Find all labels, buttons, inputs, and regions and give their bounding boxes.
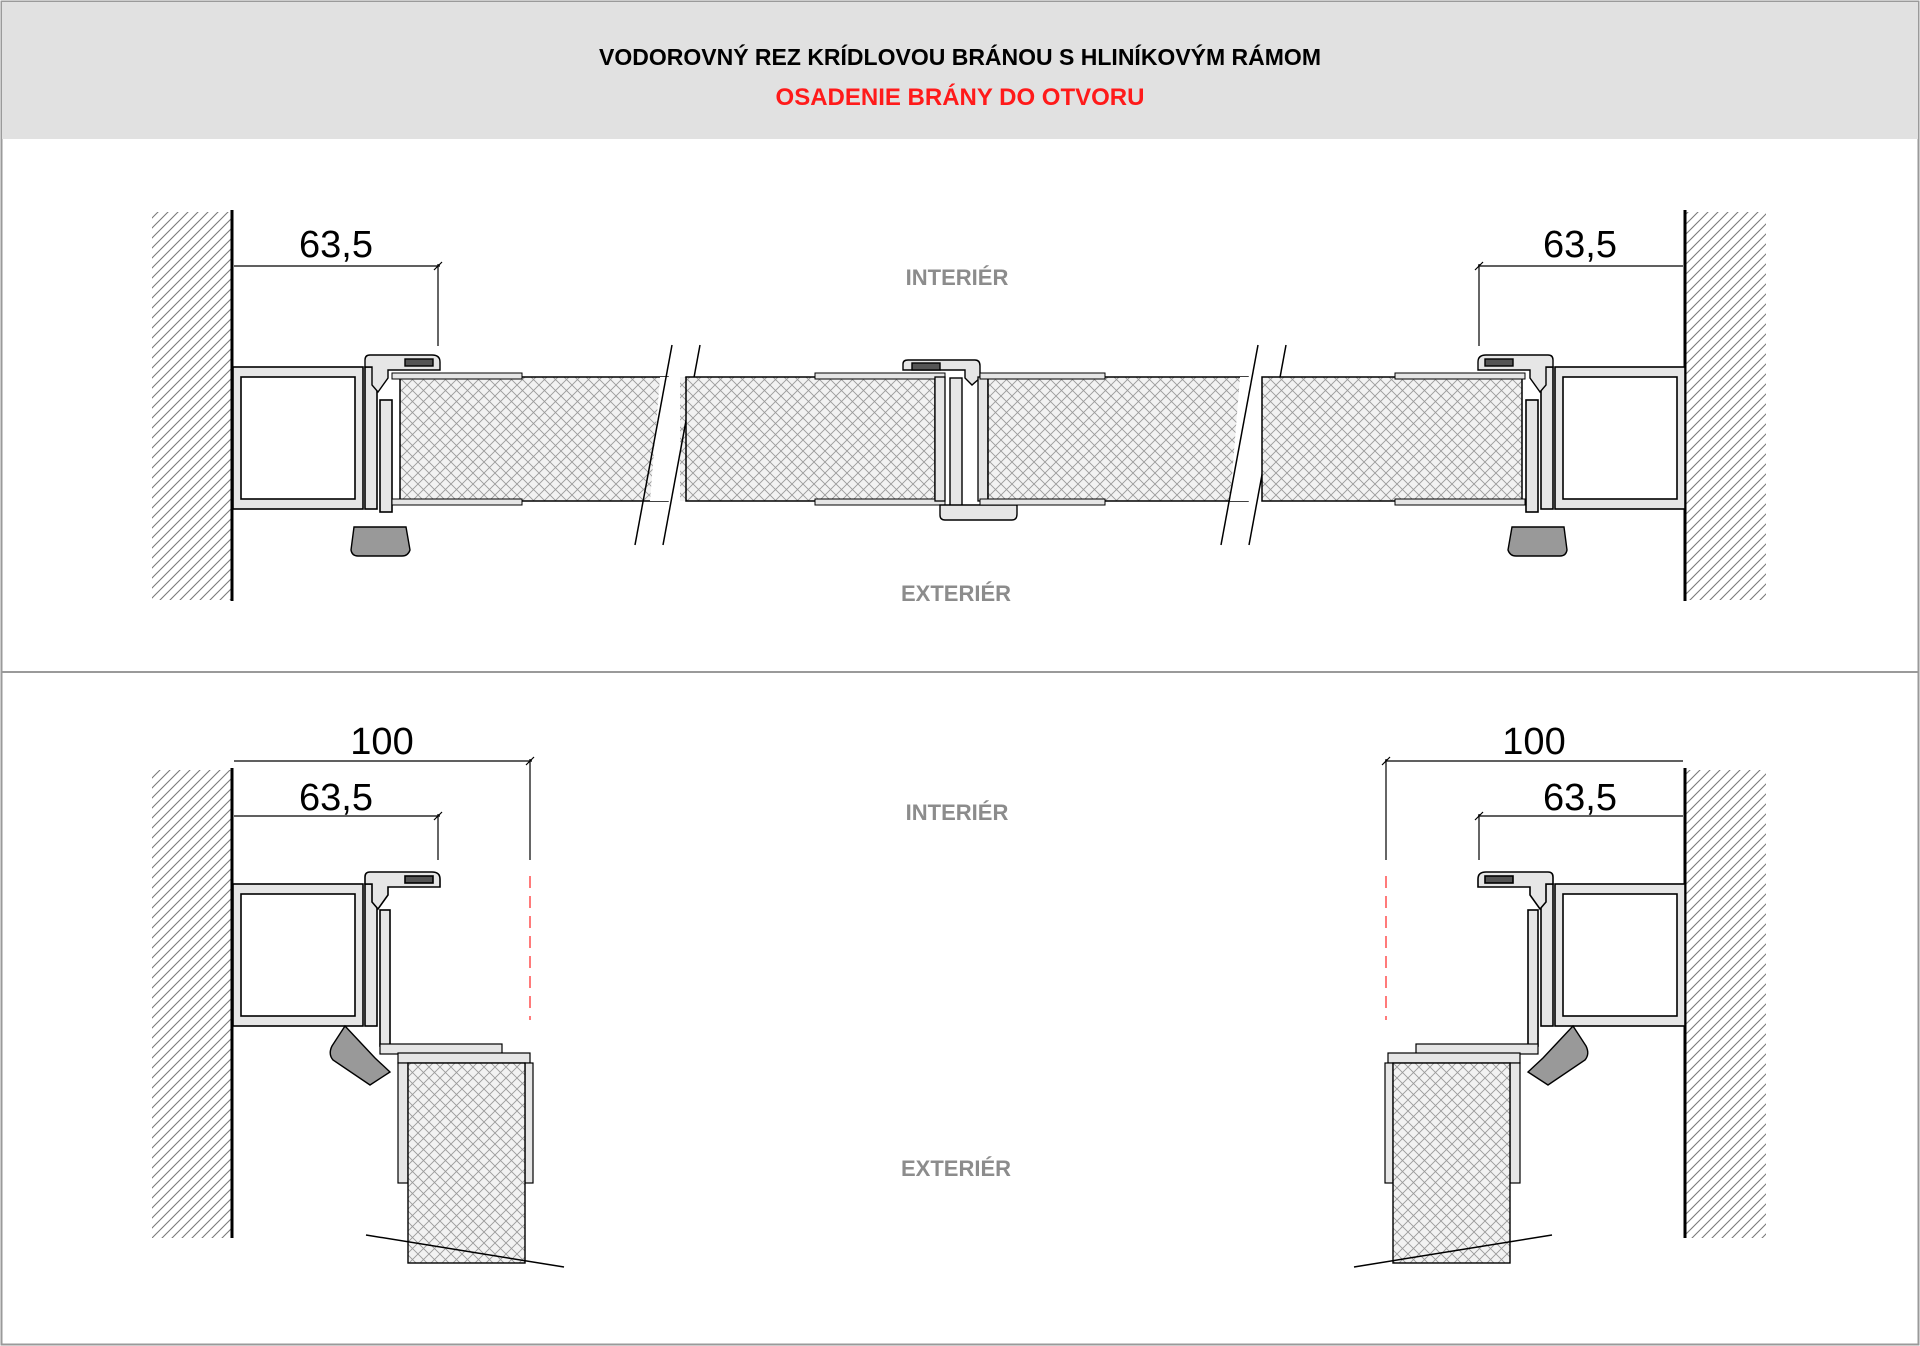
- dim-right-bottom-outer: 100: [1502, 721, 1566, 763]
- wall-left-top: [152, 212, 232, 600]
- dim-left-bottom-outer: 100: [350, 721, 414, 763]
- interior-label-top: INTERIÉR: [905, 265, 1009, 290]
- dim-left-bottom-inner: 63,5: [299, 777, 373, 819]
- dim-right-top-value: 63,5: [1543, 224, 1617, 266]
- stop-block-left-top: [351, 527, 410, 556]
- interior-label-bottom: INTERIÉR: [905, 800, 1009, 825]
- dim-right-bottom-inner: 63,5: [1543, 777, 1617, 819]
- wall-right-top: [1686, 212, 1766, 600]
- drawing-subtitle: OSADENIE BRÁNY DO OTVORU: [775, 84, 1145, 111]
- frame-post-right-top: [1526, 367, 1685, 512]
- stop-block-right-top: [1508, 527, 1567, 556]
- drawing-title: VODOROVNÝ REZ KRÍDLOVOU BRÁNOU S HLINÍKOVÝM RÁMOM: [599, 44, 1321, 70]
- header-band: [2, 2, 1918, 139]
- wall-right-bottom: [1686, 770, 1766, 1238]
- wall-left-bottom: [152, 770, 232, 1238]
- dim-left-top-value: 63,5: [299, 224, 373, 266]
- exterior-label-top: EXTERIÉR: [900, 581, 1012, 606]
- exterior-label-bottom: EXTERIÉR: [900, 1156, 1012, 1181]
- frame-post-left-top: [233, 367, 392, 512]
